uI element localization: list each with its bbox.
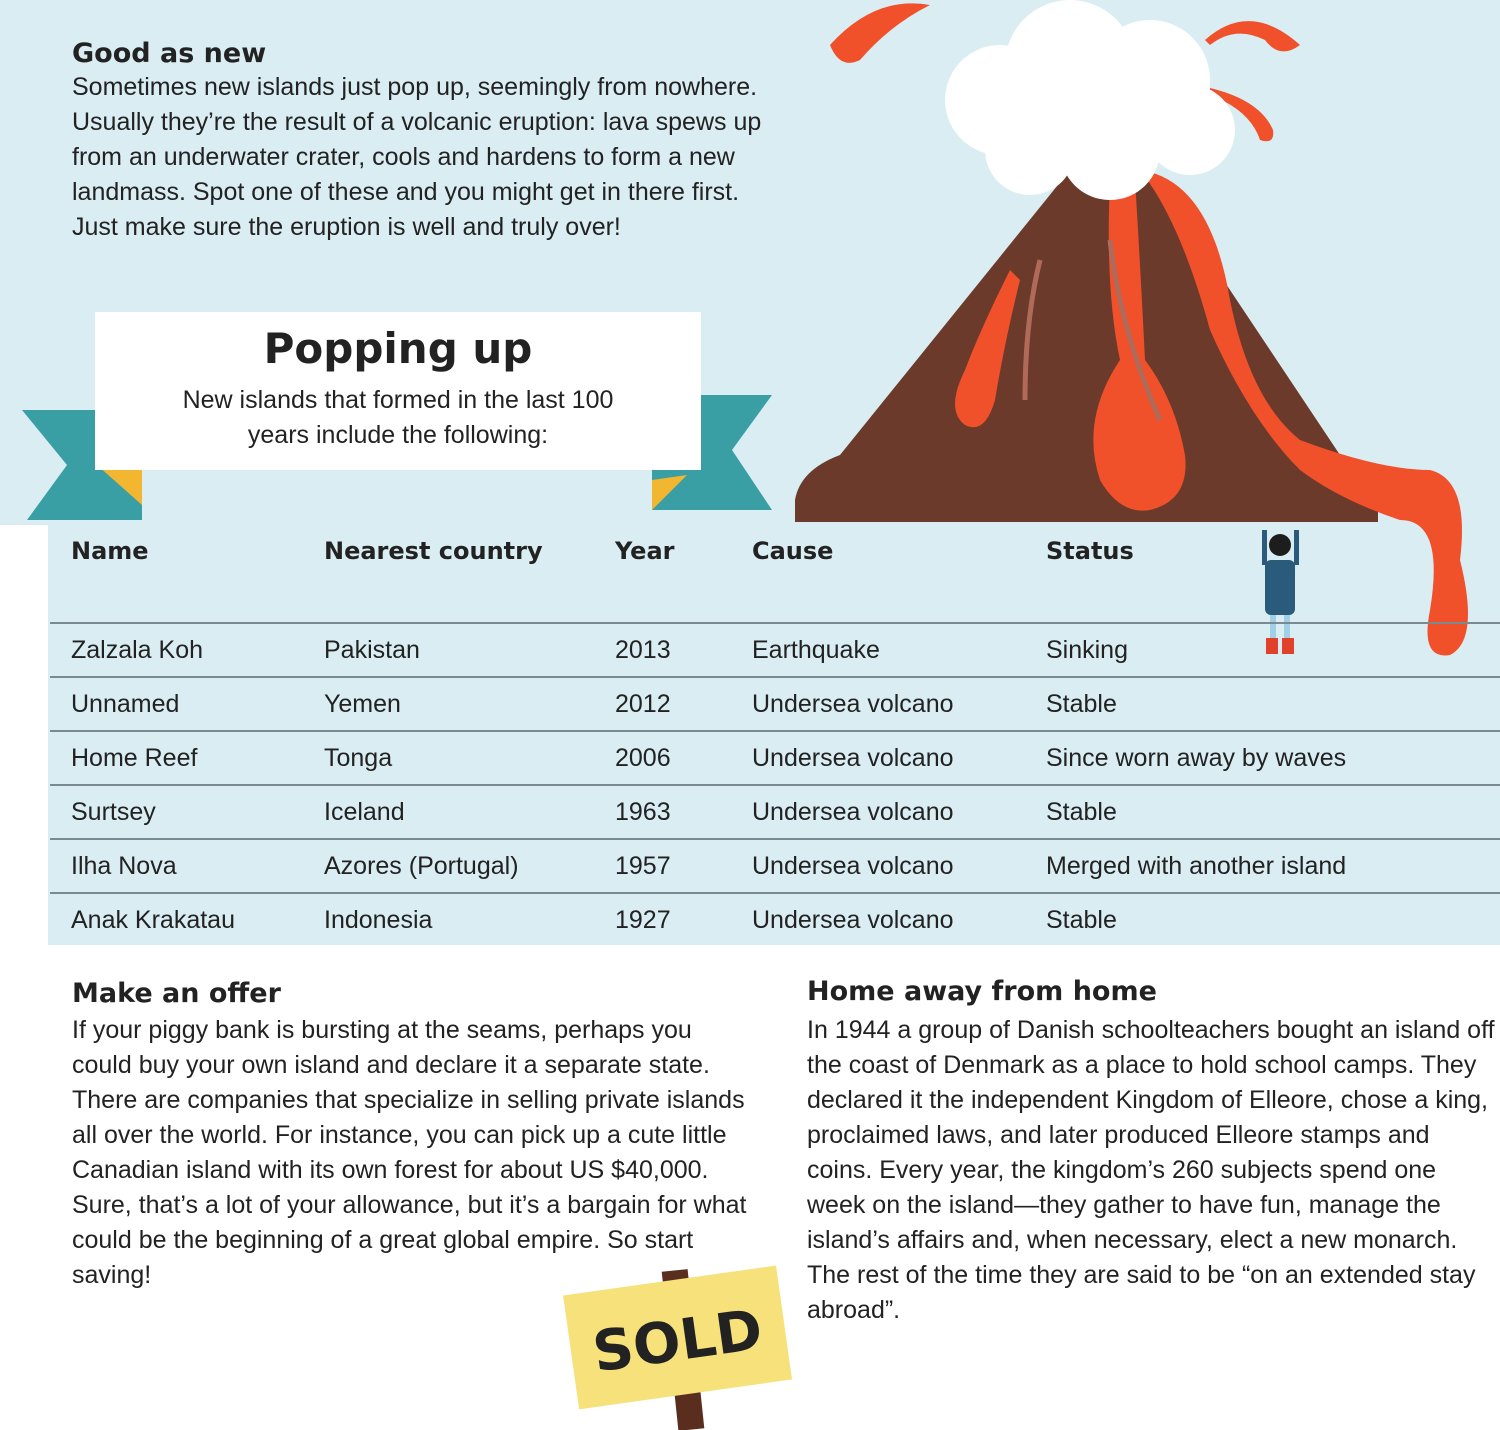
- banner-card: [95, 312, 701, 470]
- header-nearest-country: Nearest country: [324, 537, 543, 565]
- cell-year: 2012: [615, 677, 752, 731]
- cell-status: Merged with another island: [1046, 839, 1500, 893]
- table-row: [50, 839, 1500, 893]
- cell-name: Ilha Nova: [50, 839, 324, 893]
- cell-year: 1927: [615, 893, 752, 946]
- cell-country: Tonga: [324, 731, 615, 785]
- cell-cause: Earthquake: [752, 623, 1046, 677]
- cell-status: Stable: [1046, 893, 1500, 946]
- sold-sign: [560, 1260, 800, 1430]
- cell-country: Indonesia: [324, 893, 615, 946]
- table-header-row: [50, 525, 1500, 623]
- header-cause: Cause: [752, 537, 834, 565]
- cell-cause: Undersea volcano: [752, 893, 1046, 946]
- cell-cause: Undersea volcano: [752, 785, 1046, 839]
- sign-label: SOLD: [588, 1297, 767, 1386]
- cell-year: 2013: [615, 623, 752, 677]
- lava-splash-left: [830, 3, 930, 63]
- cell-status: Stable: [1046, 677, 1500, 731]
- cell-cause: Undersea volcano: [752, 677, 1046, 731]
- cell-country: Iceland: [324, 785, 615, 839]
- smoke-cloud: [945, 0, 1235, 200]
- cell-name: Unnamed: [50, 677, 324, 731]
- cell-country: Azores (Portugal): [324, 839, 615, 893]
- cell-name: Surtsey: [50, 785, 324, 839]
- volcano-cone: [795, 160, 1378, 522]
- intro-body: Sometimes new islands just pop up, seemingly from nowhere. Usually they’re the result of a volcanic eruption: lava spews up from an underwater crater, cools and hardens to form a new landmass. Spot one of these and you might get in there first. Just make sure the eruption is well and truly over!: [72, 73, 762, 241]
- cell-country: Yemen: [324, 677, 615, 731]
- cell-year: 1963: [615, 785, 752, 839]
- islands-table: [50, 525, 1500, 946]
- offer-body: If your piggy bank is bursting at the seams, perhaps you could buy your own island and declare it a separate state. There are companies that specialize in selling private islands all over the world. For instance, you can pick up a cute little Canadian island with its own forest for about US $40,000. Sure, that’s a lot of your allowance, but it’s a bargain for what could be the beginning of a great global empire. So start saving!: [72, 1016, 747, 1289]
- offer-heading: Make an offer: [72, 978, 281, 1009]
- header-status: Status: [1046, 537, 1134, 565]
- cell-name: Home Reef: [50, 731, 324, 785]
- cell-year: 2006: [615, 731, 752, 785]
- header-year: Year: [615, 537, 675, 565]
- home-body: In 1944 a group of Danish schoolteachers bought an island off the coast of Denmark as a place to hold school camps. They declared it the independent Kingdom of Elleore, chose a king, proclaimed laws, and later produced Elleore stamps and coins. Every year, the kingdom’s 260 subjects spend one week on the island—they gather to have fun, manage the island’s affairs and, when necessary, elect a new monarch. The rest of the time they are said to be “on an extended stay abroad”.: [807, 1016, 1495, 1324]
- banner-subtitle: New islands that formed in the last 100 years include the following:: [182, 386, 614, 449]
- header-name: Name: [71, 537, 149, 565]
- cell-cause: Undersea volcano: [752, 731, 1046, 785]
- cell-name: Anak Krakatau: [50, 893, 324, 946]
- lava-splash-right: [1205, 21, 1300, 51]
- intro-heading: Good as new: [72, 38, 267, 69]
- table-row: [50, 677, 1500, 731]
- home-heading: Home away from home: [807, 976, 1157, 1007]
- cell-name: Zalzala Koh: [50, 623, 324, 677]
- table-row: [50, 785, 1500, 839]
- table-row: [50, 623, 1500, 677]
- table-row: [50, 731, 1500, 785]
- cell-country: Pakistan: [324, 623, 615, 677]
- banner-title: Popping up: [263, 324, 533, 373]
- table-row: [50, 893, 1500, 946]
- cell-year: 1957: [615, 839, 752, 893]
- cell-status: Sinking: [1046, 623, 1500, 677]
- cell-status: Since worn away by waves: [1046, 731, 1500, 785]
- cell-status: Stable: [1046, 785, 1500, 839]
- cell-cause: Undersea volcano: [752, 839, 1046, 893]
